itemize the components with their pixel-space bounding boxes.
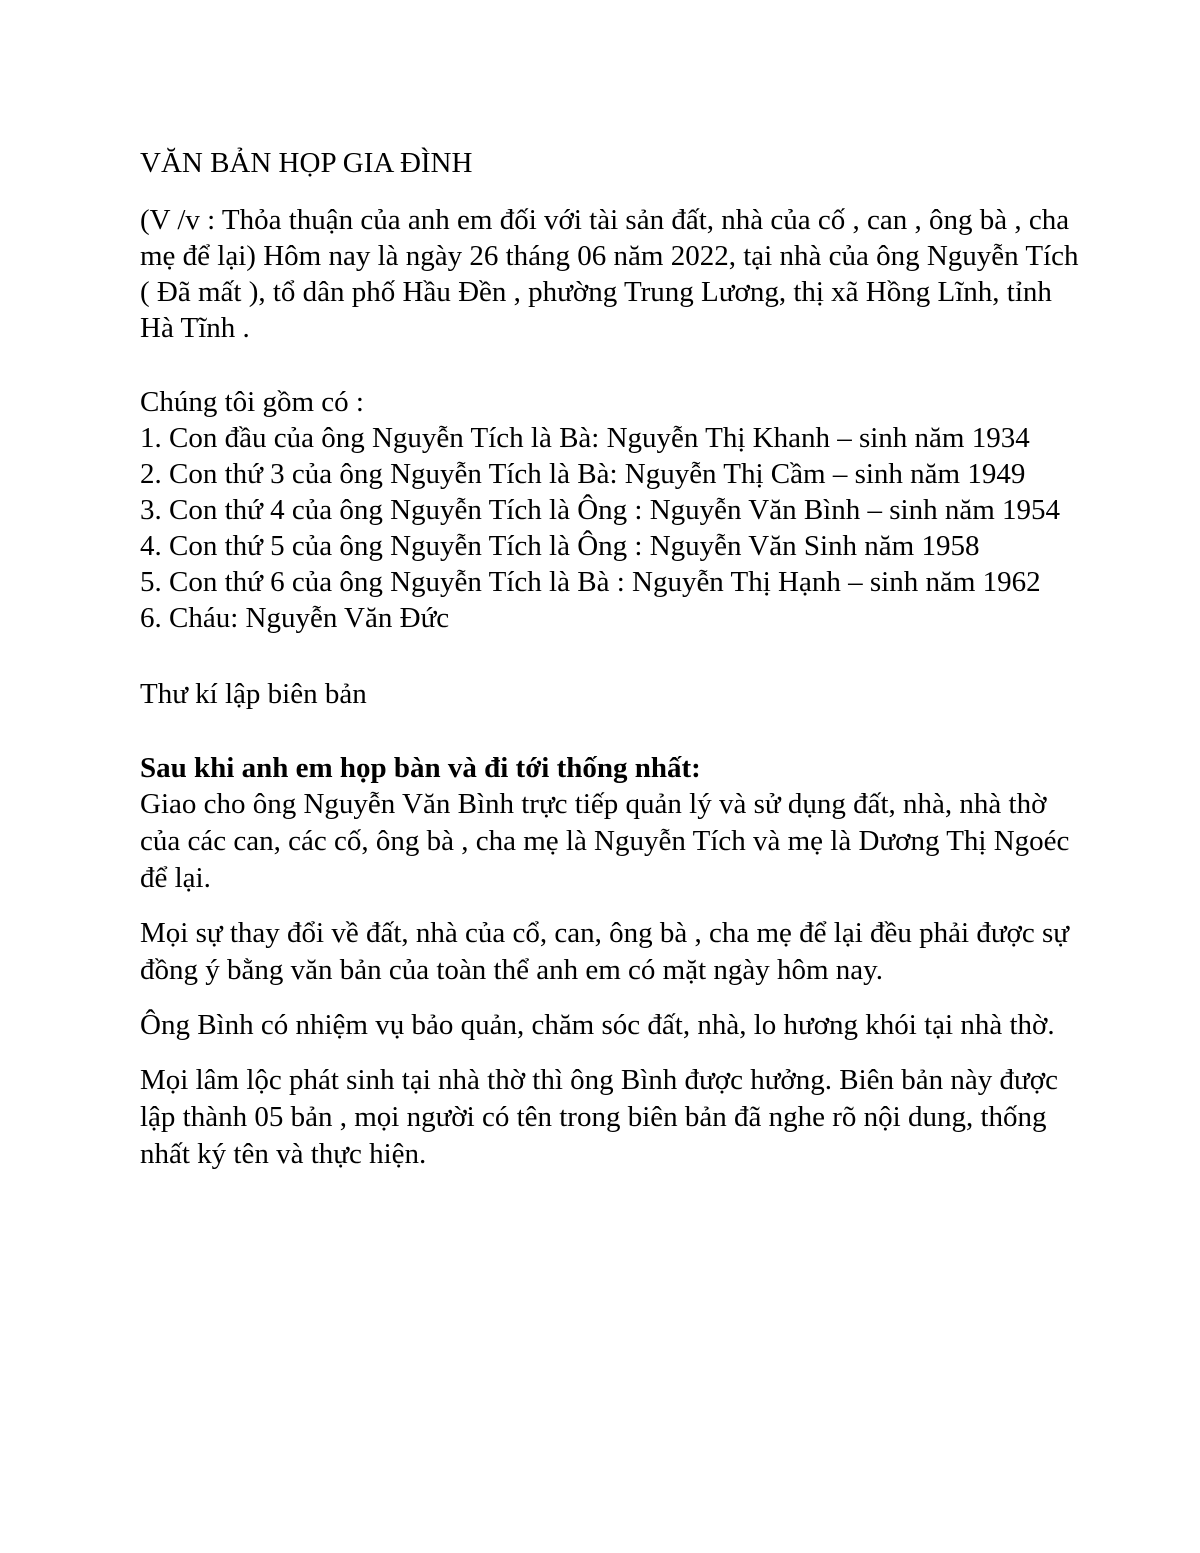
list-item: 2. Con thứ 3 của ông Nguyễn Tích là Bà: Nguyễn Thị Cầm – sinh năm 1949 bbox=[140, 458, 1026, 490]
intro-paragraph: (V /v : Thỏa thuận của anh em đối với tài sản đất, nhà của cố , can , ông bà , cha mẹ để lại) Hôm nay là ngày 26 tháng 06 năm 2022, tại nhà của ông Nguyễn Tích ( Đã mất ), tổ dân phố Hầu Đền , phường Trung Lương, thị xã Hồng Lĩnh, tỉnh Hà Tĩnh . bbox=[140, 204, 1079, 344]
list-item: 6. Cháu: Nguyễn Văn Đức bbox=[140, 602, 450, 634]
secretary-line: Thư kí lập biên bản bbox=[140, 678, 367, 710]
agreement-heading: Sau khi anh em họp bàn và đi tới thống nhất: bbox=[140, 752, 701, 784]
agreement-paragraph: Mọi sự thay đổi về đất, nhà của cổ, can, ông bà , cha mẹ để lại đều phải được sự đồng ý bằng văn bản của toàn thể anh em có mặt ngày hôm nay. bbox=[140, 917, 1069, 986]
document-title: VĂN BẢN HỌP GIA ĐÌNH bbox=[140, 147, 473, 179]
list-item: 3. Con thứ 4 của ông Nguyễn Tích là Ông : Nguyễn Văn Bình – sinh năm 1954 bbox=[140, 494, 1060, 526]
agreement-paragraph: Ông Bình có nhiệm vụ bảo quản, chăm sóc đất, nhà, lo hương khói tại nhà thờ. bbox=[140, 1009, 1055, 1041]
members-heading: Chúng tôi gồm có : bbox=[140, 386, 364, 418]
list-item: 5. Con thứ 6 của ông Nguyễn Tích là Bà : Nguyễn Thị Hạnh – sinh năm 1962 bbox=[140, 566, 1041, 598]
agreement-paragraph: Mọi lâm lộc phát sinh tại nhà thờ thì ông Bình được hưởng. Biên bản này được lập thành 05 bản , mọi người có tên trong biên bản đã nghe rõ nội dung, thống nhất ký tên và thực hiện. bbox=[140, 1064, 1058, 1170]
members-list bbox=[140, 420, 1080, 636]
document-page bbox=[140, 146, 1080, 1173]
list-item: 4. Con thứ 5 của ông Nguyễn Tích là Ông : Nguyễn Văn Sinh năm 1958 bbox=[140, 530, 980, 562]
list-item: 1. Con đầu của ông Nguyễn Tích là Bà: Nguyễn Thị Khanh – sinh năm 1934 bbox=[140, 422, 1030, 454]
agreement-paragraph: Giao cho ông Nguyễn Văn Bình trực tiếp quản lý và sử dụng đất, nhà, nhà thờ của các can, các cố, ông bà , cha mẹ là Nguyễn Tích và mẹ là Dương Thị Ngoéc để lại. bbox=[140, 788, 1070, 894]
